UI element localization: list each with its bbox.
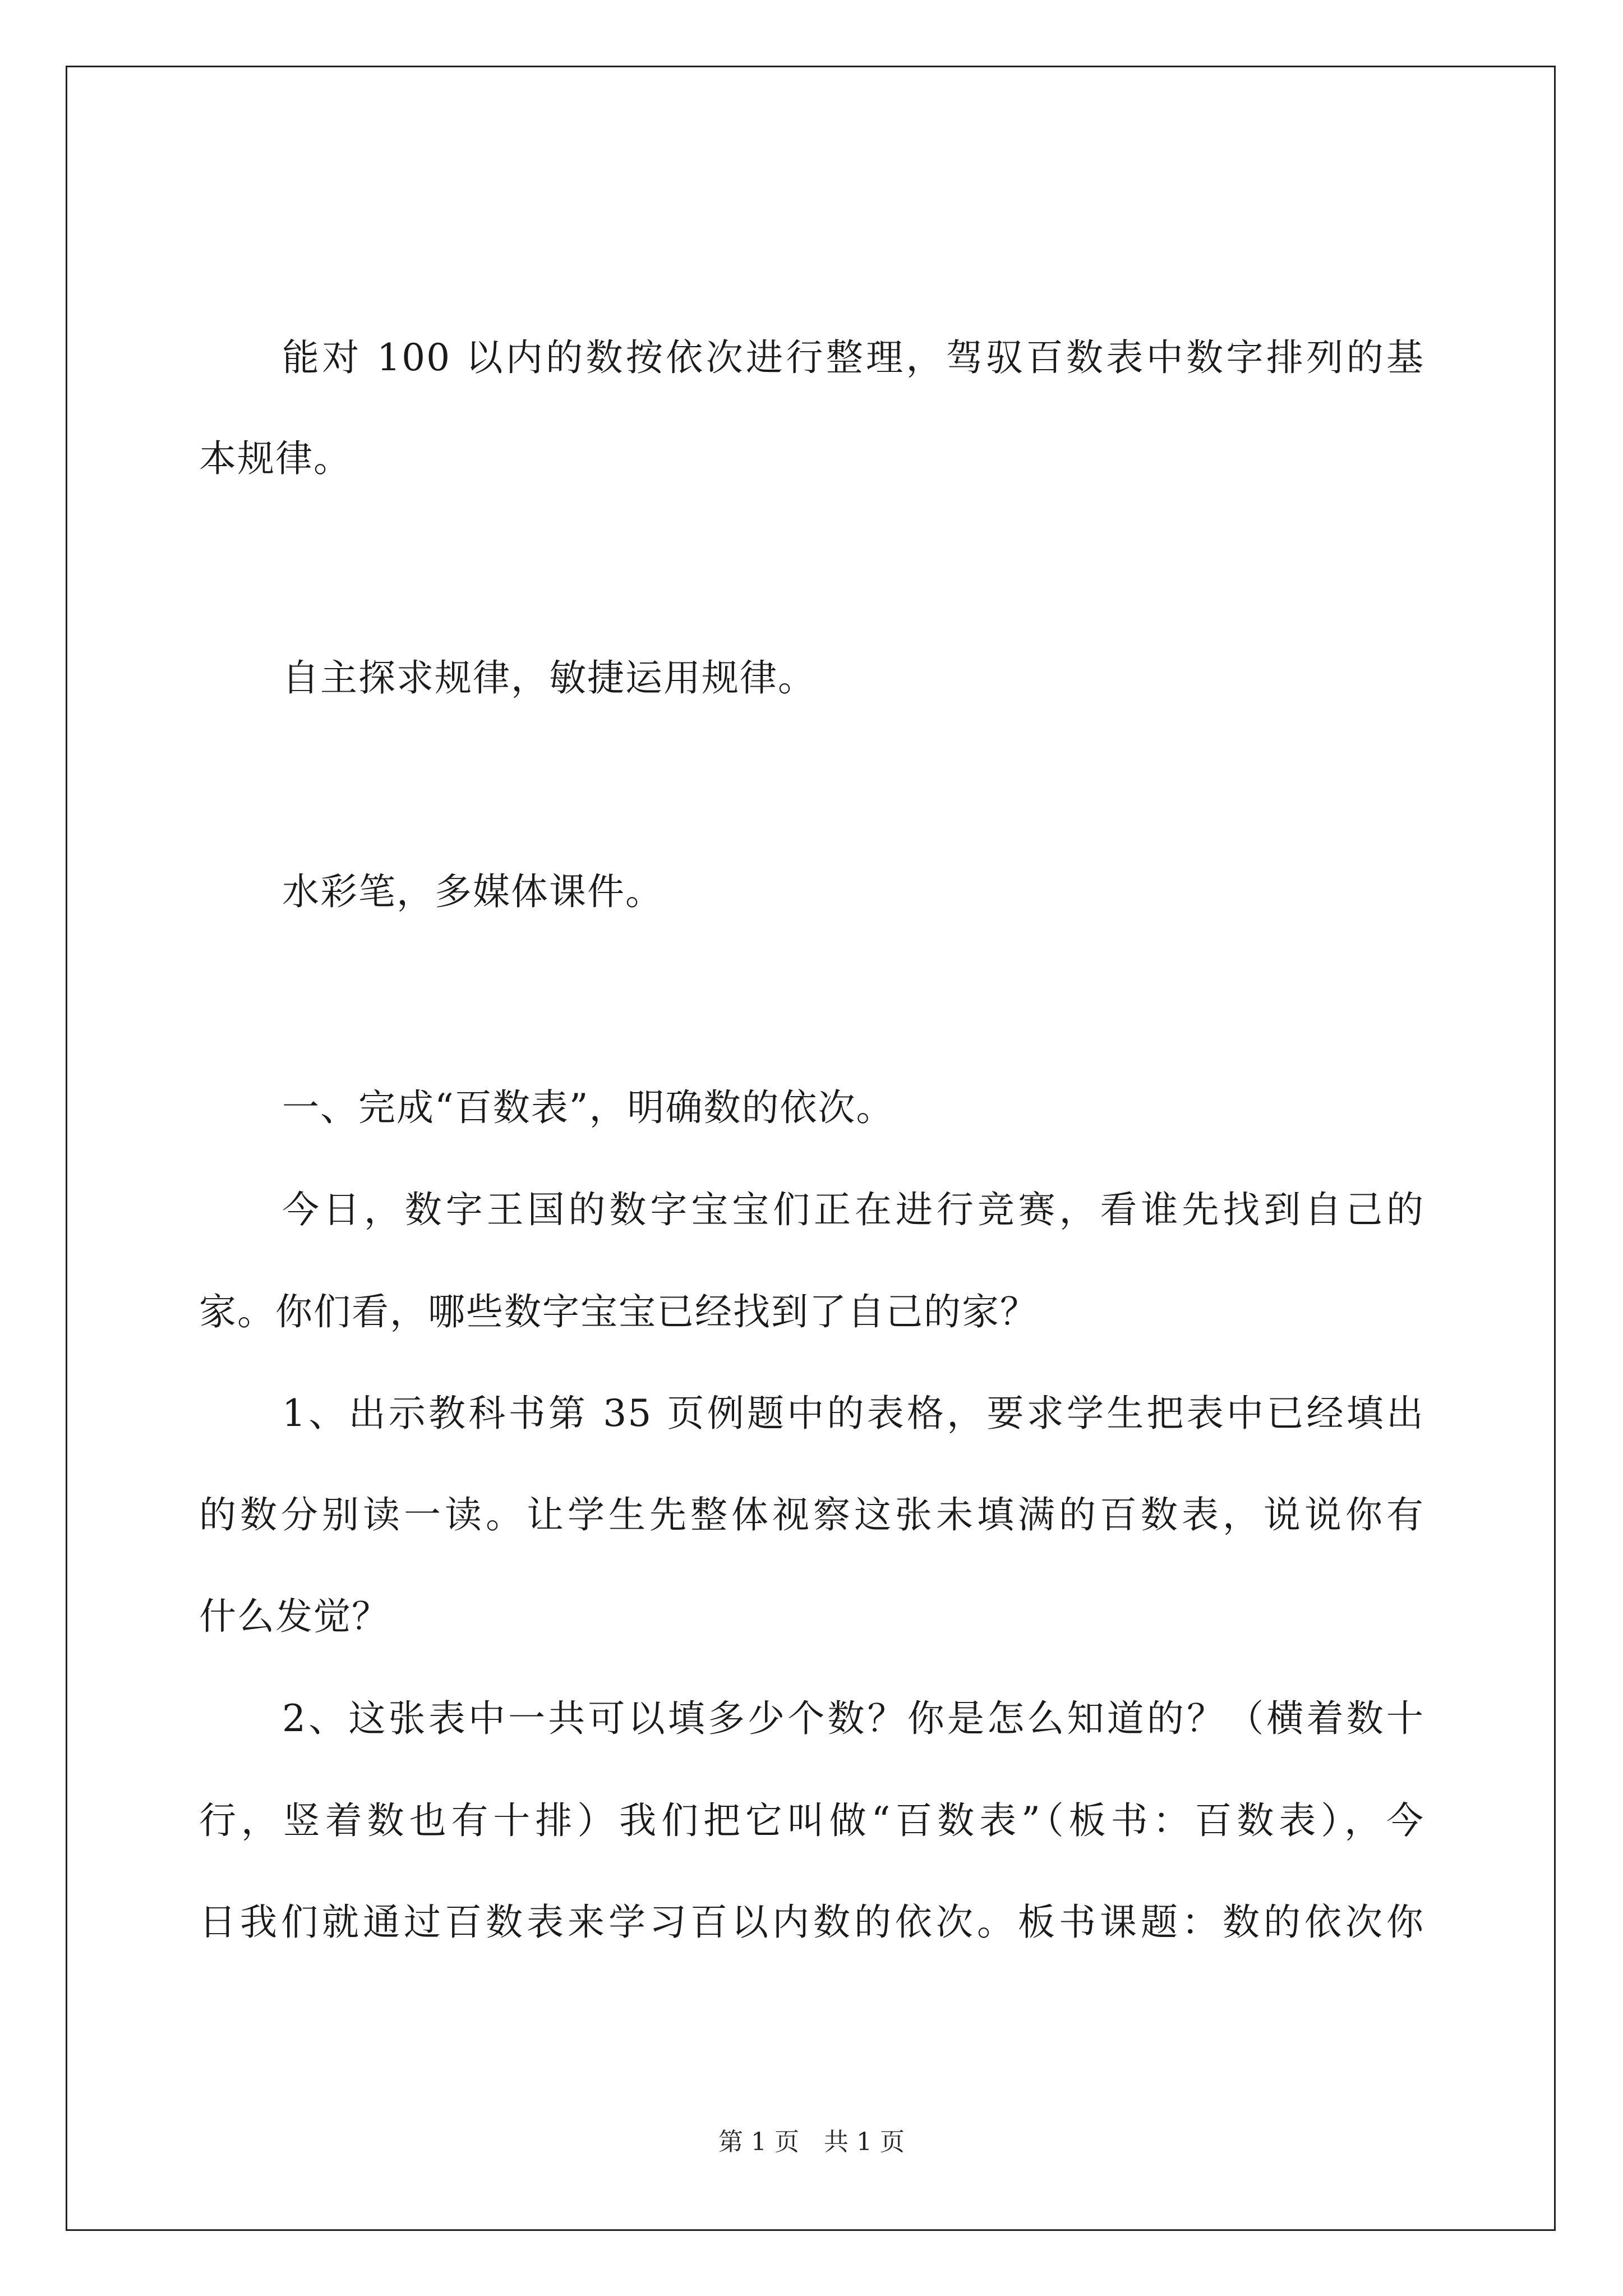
section-heading: 一、完成“百数表”，明确数的依次。	[282, 1086, 895, 1129]
paragraph-line: 2、这张表中一共可以填多少个数？你是怎么知道的？（横着数十	[282, 1697, 1424, 1740]
paragraph-line: 本规律。	[199, 437, 352, 480]
page-number-footer: 第 1 页 共 1 页	[718, 2128, 905, 2156]
paragraph-line: 什么发觉？	[199, 1595, 390, 1638]
paragraph-line: 能对 100 以内的数按依次进行整理，驾驭百数表中数字排列的基	[282, 336, 1424, 379]
paragraph-line: 家。你们看，哪些数字宝宝已经找到了自己的家？	[199, 1290, 1038, 1333]
paragraph-line: 的数分别读一读。让学生先整体视察这张未填满的百数表，说说你有	[199, 1493, 1424, 1536]
paragraph-line: 1、出示教科书第 35 页例题中的表格，要求学生把表中已经填出	[282, 1392, 1424, 1435]
paragraph-line: 行，竖着数也有十排）我们把它叫做“百数表”（板书：百数表），今	[199, 1799, 1424, 1842]
paragraph-line: 日我们就通过百数表来学习百以内数的依次。板书课题：数的依次你	[199, 1901, 1424, 1944]
paragraph-line: 今日，数字王国的数字宝宝们正在进行竞赛，看谁先找到自己的	[282, 1188, 1424, 1231]
paragraph-line: 水彩笔，多媒体课件。	[282, 870, 663, 913]
paragraph-line: 自主探求规律，敏捷运用规律。	[282, 656, 816, 700]
